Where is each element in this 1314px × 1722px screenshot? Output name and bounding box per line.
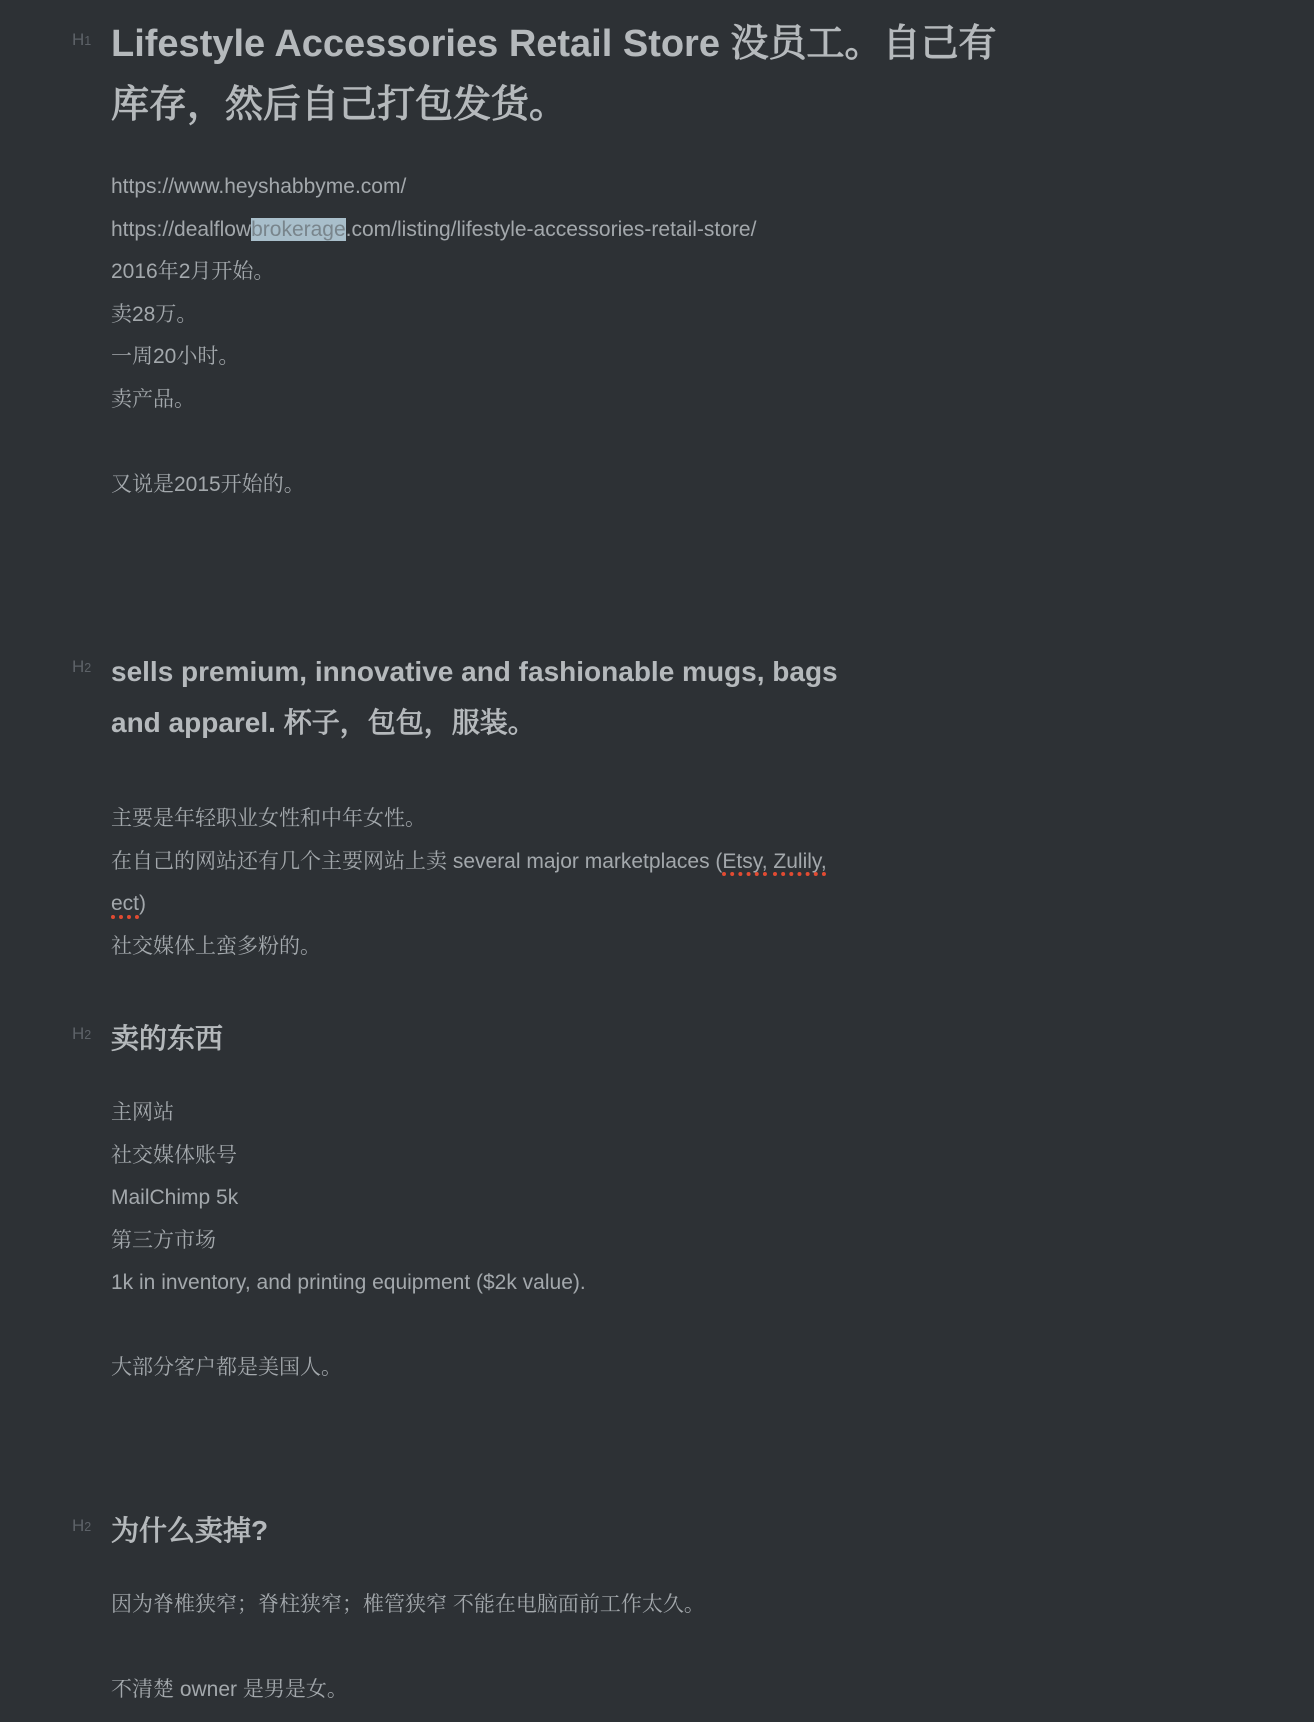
heading-line[interactable]: 卖的东西 <box>111 1023 224 1054</box>
text-line[interactable]: 卖28万。 <box>111 302 198 326</box>
h2-marker-letter: H <box>72 657 85 676</box>
title-line[interactable]: 库存，然后自己打包发货。 <box>111 84 568 126</box>
text-line[interactable]: MailChimp 5k <box>111 1186 239 1209</box>
url-text[interactable]: https://www.heyshabbyme.com/ <box>111 175 407 198</box>
text-line[interactable]: 主网站 <box>111 1101 174 1124</box>
misspelled-word[interactable]: Etsy, <box>722 849 768 873</box>
text-line[interactable]: 卖产品。 <box>111 387 195 411</box>
section-heading-products[interactable] <box>72 646 1003 748</box>
h2-marker-digit: 2 <box>84 661 92 675</box>
h2-marker-letter: H <box>72 1515 85 1535</box>
url-text[interactable] <box>111 218 756 241</box>
h1-marker-letter: H <box>72 30 85 49</box>
selected-text[interactable]: brokerage <box>251 217 346 241</box>
text-line[interactable]: 又说是2015开始的。 <box>111 472 305 496</box>
url-segment[interactable]: .com/listing/lifestyle-accessories-retail-store/ <box>345 217 757 241</box>
h2-marker-letter: H <box>72 1024 85 1043</box>
h2-marker-icon <box>72 1517 91 1536</box>
text-line[interactable]: 大部分客户都是美国人。 <box>111 1356 342 1379</box>
heading-line[interactable]: sells premium, innovative and fashionable mugs, bags <box>111 656 838 687</box>
text-line[interactable]: 不清楚 owner 是男是女。 <box>111 1677 348 1701</box>
url-segment[interactable]: https://dealflow <box>111 217 252 241</box>
text-segment[interactable]: ) <box>139 892 147 915</box>
section-heading-assets[interactable] <box>72 1013 1003 1064</box>
text-line[interactable]: 1k in inventory, and printing equipment ($2k value). <box>111 1271 586 1294</box>
section-heading-why-sell[interactable] <box>72 1505 1003 1556</box>
heading-line[interactable]: and apparel. 杯子，包包，服装。 <box>111 707 536 738</box>
text-line[interactable] <box>111 850 827 916</box>
h1-marker-icon <box>72 31 91 50</box>
text-line[interactable]: 2016年2月开始。 <box>111 260 275 283</box>
intro-paragraph[interactable] <box>111 166 1003 506</box>
misspelled-word[interactable]: Zulily, <box>773 849 827 873</box>
text-segment[interactable]: 在自己的网站还有几个主要网站上卖 several major marketplaces ( <box>111 849 723 873</box>
h2-marker-icon <box>72 658 91 677</box>
text-line[interactable]: 社交媒体上蛮多粉的。 <box>111 934 321 958</box>
text-line[interactable]: 一周20小时。 <box>111 345 240 368</box>
assets-paragraph[interactable] <box>111 1092 1003 1390</box>
products-paragraph[interactable] <box>111 798 1003 968</box>
note-title-heading[interactable] <box>72 14 1003 136</box>
h2-marker-digit: 2 <box>84 1028 92 1042</box>
text-line[interactable]: 主要是年轻职业女性和中年女性。 <box>111 807 426 830</box>
text-line[interactable]: 因为脊椎狭窄；脊柱狭窄；椎管狭窄 不能在电脑面前工作太久。 <box>111 1592 705 1616</box>
note-editor[interactable] <box>0 14 1003 1711</box>
h2-marker-digit: 2 <box>84 1519 92 1534</box>
text-line[interactable]: 社交媒体账号 <box>111 1143 237 1167</box>
misspelled-word[interactable]: ect <box>111 892 140 915</box>
heading-line[interactable]: 为什么卖掉? <box>111 1514 269 1546</box>
title-line[interactable]: Lifestyle Accessories Retail Store 没员工。自己有 <box>111 23 997 65</box>
why-sell-paragraph[interactable] <box>111 1584 1003 1712</box>
text-line[interactable]: 第三方市场 <box>111 1228 216 1252</box>
h1-marker-digit: 1 <box>84 34 92 48</box>
h2-marker-icon <box>72 1025 91 1044</box>
